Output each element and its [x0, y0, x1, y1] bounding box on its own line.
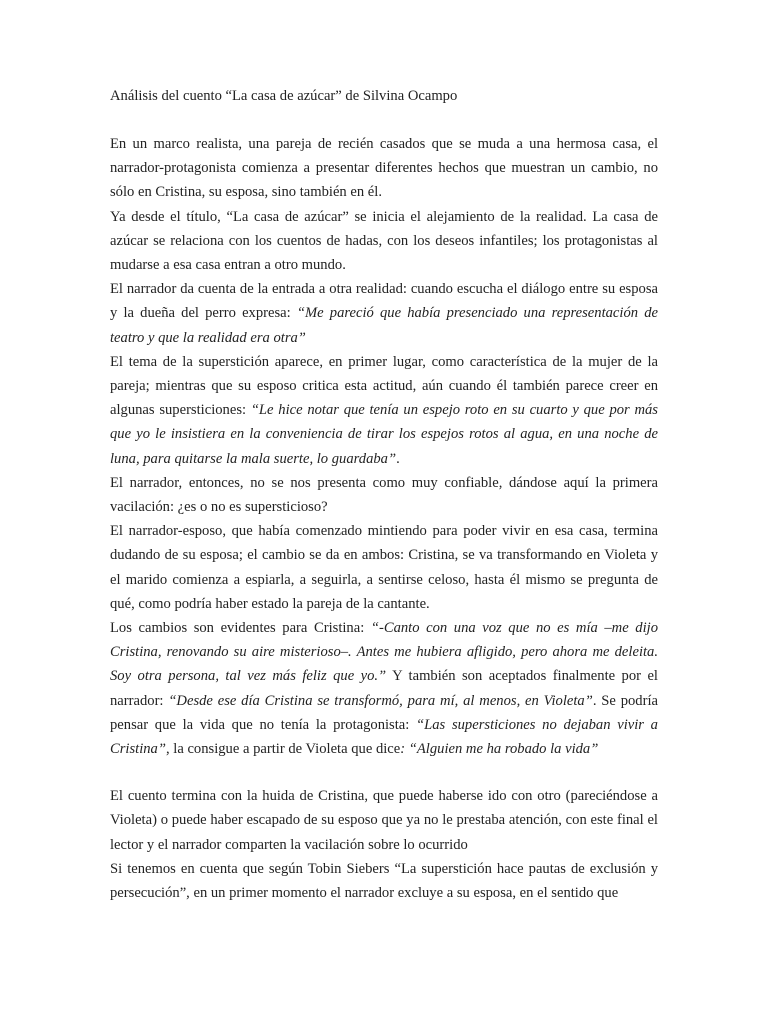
paragraph-8: El cuento termina con la huida de Cristina, que puede haberse ido con otro (pareciéndose a Violeta) o puede haber escapado de su esposo que ya no le prestaba atención, con este final el lector y el narrador comparten la vacilación sobre lo ocurrido [110, 788, 658, 853]
paragraph-7-text-c: . Se podría pensar que la vida que no tenía la protagonista: [110, 692, 658, 733]
paragraph-spacer [110, 761, 658, 784]
paragraph-4-end: . [396, 450, 400, 467]
paragraph-7-quote-3: “Las supersticiones no dejaban vivir a Cristina” [110, 716, 658, 758]
paragraph-7-text-b: Y también son aceptados finalmente por el narrador: [110, 668, 658, 709]
paragraph-7 [110, 616, 658, 761]
paragraph-1: En un marco realista, una pareja de recién casados que se muda a una hermosa casa, el narrador-protagonista comienza a presentar diferentes hechos que muestran un cambio, no sólo en Cristina, su esposa, sino también en él. [110, 136, 658, 201]
paragraph-7-text-a: Los cambios son evidentes para Cristina: [110, 620, 371, 637]
paragraph-7-text-d: , la consigue a partir de Violeta que dice [165, 741, 401, 758]
paragraph-4 [110, 350, 658, 471]
paragraph-9: Si tenemos en cuenta que según Tobin Siebers “La superstición hace pautas de exclusión y persecución”, en un primer momento el narrador excluye a su esposa, en el sentido que [110, 860, 658, 902]
paragraph-5: El narrador, entonces, no se nos presenta como muy confiable, dándose aquí la primera vacilación: ¿es o no es supersticioso? [110, 474, 658, 516]
paragraph-7-quote-2: “Desde ese día Cristina se transformó, para mí, al menos, en Violeta” [168, 692, 593, 709]
document-page [110, 84, 658, 905]
paragraph-3-quote: “Me pareció que había presenciado una representación de teatro y que la realidad era otra” [110, 305, 658, 346]
paragraph-4-quote: “Le hice notar que tenía un espejo roto en su cuarto y que por más que yo le insistiera en la conveniencia de tirar los espejos rotos al agua, en una noche de luna, para quitarse la mala suerte, lo guardaba” [110, 402, 658, 467]
paragraph-7-quote-4: : “Alguien me ha robado la vida” [400, 741, 599, 758]
paragraph-4-text: El tema de la superstición aparece, en primer lugar, como característica de la mujer de la pareja; mientras que su esposo critica esta actitud, aún cuando él también parece creer en algunas supersticiones: [110, 353, 658, 419]
paragraph-3-text: El narrador da cuenta de la entrada a otra realidad: cuando escucha el diálogo entre su esposa y la dueña del perro expresa: [110, 281, 658, 322]
paragraph-6: El narrador-esposo, que había comenzado mintiendo para poder vivir en esa casa, termina dudando de su esposa; el cambio se da en ambos: Cristina, se va transformando en Violeta y el marido comienza a espiarla, a seguirla, a sentirse celoso, hasta él mismo se pregunta de qué, como podría haber estado la pareja de la cantante. [110, 523, 658, 612]
paragraph-3 [110, 277, 658, 350]
document-title: Análisis del cuento “La casa de azúcar” de Silvina Ocampo [110, 88, 458, 104]
paragraph-2: Ya desde el título, “La casa de azúcar” se inicia el alejamiento de la realidad. La casa de azúcar se relaciona con los cuentos de hadas, con los deseos infantiles; los protagonistas al mudarse a esa casa entran a otro mundo. [110, 208, 658, 274]
paragraph-7-quote-1: “-Canto con una voz que no es mía –me dijo Cristina, renovando su aire misterioso–. Antes me hubiera afligido, pero ahora me deleita. Soy otra persona, tal vez más feliz que yo.” [110, 620, 658, 685]
